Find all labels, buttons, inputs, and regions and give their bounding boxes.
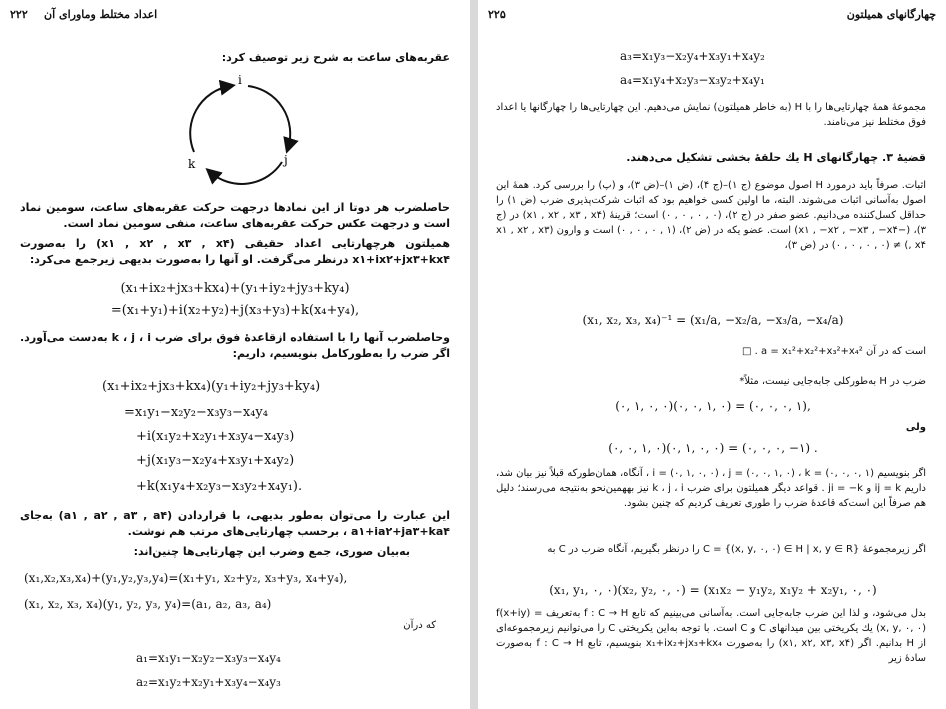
eq-a1: a₁=x₁y₁−x₂y₂−x₃y₃−x₄y₄: [136, 651, 281, 665]
right-page-header: [488, 8, 936, 24]
right-page-number: ۲۲۵: [488, 8, 506, 21]
eq-quadruple-sum: (x₁,x₂,x₃,x₄)+(y₁,y₂,y₃,y₄)=(x₁+y₁, x₂+y₂, x₃+y₃, x₄+y₄),: [24, 571, 348, 585]
left-page: [0, 0, 470, 709]
eq-example-1: (۰, ۱, ۰, ۰)(۰, ۰, ۱, ۰) = (۰, ۰, ۰, ۱),: [615, 399, 811, 413]
eq-quadruple-product: (x₁, x₂, x₃, x₄)(y₁, y₂, y₃, y₄)=(a₁, a₂, a₃, a₄): [24, 597, 272, 611]
left-paragraph-5: به‌بیان صوری، جمع وضرب این چهارتایی‌ها چنین‌اند:: [133, 545, 410, 558]
eq-product-line-4: +j(x₁y₃−x₂y₄+x₃y₁+x₄y₂): [136, 453, 295, 468]
arrow-k-to-i: [190, 86, 230, 152]
but-text: ولی: [905, 422, 926, 433]
eq-product-line-2: =x₁y₁−x₂y₂−x₃y₃−x₄y₄: [124, 405, 268, 420]
left-paragraph-2: همیلتون هرچهارتایی اعداد حقیقی (x۱ , x۲ , x۳ , x۴) را به‌صورت x۱+ix۲+jx۳+kx۴ درنظر می‌گرفت. او آنها را به‌صورت بدیهی زیرجمع می‌کرد:: [20, 237, 451, 266]
proof-text: اثبات. صرفاً باید درمورد H اصول موضوع (ج ۱)–(ج ۴)، (ض ۱)–(ض ۳)، و (پ) را بررسی کرد. همهٔ این اصول به‌آسانی اثبات می‌شوند. البته، ما اولین کسی خواهیم بود که اثبات شرکت‌پذیری ضرب (ض ۱) را حداقل کسل‌کننده می‌دانیم. عضو صفر در (ج ۲)، (۰ , ۰ , ۰ , ۰) است؛ قرینهٔ (x۱ , x۲ , x۳ , x۴) در (ج ۳)، (−x۱ , −x۲ , −x۳ , −x۴) است. عضو یکه در (ض ۲)، (۱ , ۰ , ۰ , ۰) است و وارون (x۱ , x۲ , x۳ , x۴) ≠ (۰ , ۰ , ۰ , ۰) در (ض ۳)،: [496, 180, 927, 251]
arrow-j-to-k: [210, 162, 282, 184]
right-paragraph-3: ضرب در H به‌طورکلی جابه‌جایی نیست، مثلاً*: [739, 376, 926, 387]
theorem-3: قضیهٔ ۳. چهارگانهای H یك حلقهٔ بخشی تشکیل می‌دهند.: [626, 151, 926, 164]
eq-complex-product: (x₁, y₁, ۰, ۰)(x₂, y₂, ۰, ۰) = (x₁x₂ − y₁y₂, x₁y₂ + x₂y₁, ۰, ۰): [549, 583, 877, 597]
eq-sum-line-2: =(x₁+y₁)+i(x₂+y₂)+j(x₃+y₃)+k(x₄+y₄),: [110, 303, 360, 318]
left-paragraph-3: وحاصلضرب آنها را با استفاده ازقاعدهٔ فوق برای ضرب k ، j ، i به‌دست می‌آورد. اگر ضرب را به‌طورکامل بنویسیم، داریم:: [20, 331, 450, 360]
arrow-i-to-j: [248, 86, 290, 148]
eq-a3: a₃=x₁y₃−x₂y₄+x₃y₁+x₄y₂: [620, 49, 765, 63]
left-header-title: اعداد مختلط وماورای آن: [44, 8, 158, 21]
eq-product-line-5: +k(x₁y₄+x₂y₃−x₃y₂+x₄y₁).: [136, 479, 303, 494]
eq-inverse: (x₁, x₂, x₃, x₄)⁻¹ = (x₁/a, −x₂/a, −x₃/a, −x₄/a): [582, 313, 844, 327]
left-paragraph-1: حاصلضرب هر دوتا از این نمادها درجهت حرکت عقربه‌های ساعت، سومین نماد است و درجهت عکس حرکت عقربه‌های ساعت، منفی سومین نماد است.: [20, 201, 450, 230]
quaternion-cycle-diagram: [170, 72, 310, 192]
eq-a4: a₄=x₁y₄+x₂y₃−x₃y₂+x₄y₁: [620, 73, 765, 87]
diagram-label-i: i: [238, 73, 242, 87]
right-paragraph-5: اگر بنویسیم i = (۰, ۱, ۰, ۰) ، j = (۰, ۰, ۱, ۰) ، k = (۰, ۰, ۰, ۱) ، آنگاه، همان‌طورکه قبلاً نیز بیان شد، داریم ij = k و ji = −k . قواعد دیگر همیلتون برای ضرب k ، j ، i نیز بههمین‌نحو به‌نتیجه می‌رسند؛ دلیل هم صرفاً این است‌که قاعدهٔ ضرب را طوری تعریف کردیم که چنین بشود.: [496, 468, 926, 509]
intro-text: عقربه‌های ساعت به شرح زیر توصیف کرد:: [221, 51, 450, 64]
eq-sum-line-1: (x₁+ix₂+jx₃+kx₄)+(y₁+iy₂+jy₃+ky₄): [120, 281, 350, 296]
diagram-label-k: k: [188, 157, 196, 171]
eq-product-line-3: +i(x₁y₂+x₂y₁+x₃y₄−x₄y₃): [136, 429, 295, 444]
cycle-arcs: [190, 86, 290, 184]
where-text: که درآن: [403, 620, 436, 631]
right-paragraph-7: بدل می‌شود، و لذا این ضرب جابه‌جایی است. به‌آسانی می‌بینیم که تابع f : C → H به‌تعریف f(x+iy) = (x, y, ۰, ۰) یك یکریختی بین میدانهای C و C است. با توجه به‌این یکریختی C را می‌توانیم زیرمجموعه‌ای از H بدانیم. اگر (x۱, x۲, x۳, x۴) را به‌صورت x₁+ix₂+jx₃+kx₄ بنویسیم، تابع f : C → H به‌صورت سادهٔ زیر: [496, 608, 927, 664]
eq-product-line-1: (x₁+ix₂+jx₃+kx₄)(y₁+iy₂+jy₃+ky₄): [102, 379, 321, 394]
right-paragraph-6: اگر زیرمجموعهٔ C = {(x, y, ۰, ۰) ∈ H | x, y ∈ R} را درنظر بگیریم، آنگاه ضرب در C به: [547, 544, 926, 555]
page-gutter: [470, 0, 478, 709]
right-paragraph-2: است که در آن a = x₁²+x₂²+x₃²+x₄² . □: [742, 346, 926, 357]
left-page-header: [10, 8, 460, 24]
right-header-title: چهارگانهای همیلتون: [846, 8, 936, 21]
eq-a2: a₂=x₁y₂+x₂y₁+x₃y₄−x₄y₃: [136, 675, 281, 689]
right-paragraph-1: مجموعهٔ همهٔ چهارتایی‌ها را با H (به خاطر همیلتون) نمایش می‌دهیم. این چهارتایی‌ها را چهارگانها یا اعداد فوق مختلط نیز می‌نامند.: [496, 102, 926, 128]
eq-example-2: (۰, ۰, ۱, ۰)(۰, ۱, ۰, ۰) = (۰, ۰, ۰, −۱) .: [608, 441, 818, 455]
left-page-number: ۲۲۲: [10, 8, 28, 21]
right-page: [478, 0, 946, 709]
diagram-label-j: j: [284, 153, 288, 167]
left-paragraph-4: این عبارت را می‌توان به‌طور بدیهی، با قراردادن (a۱ , a۲ , a۳ , a۴) به‌جای a۱+ia۲+ja۳+ka۴ ، برحسب چهارتایی‌های مرتب هم نوشت.: [20, 509, 450, 538]
